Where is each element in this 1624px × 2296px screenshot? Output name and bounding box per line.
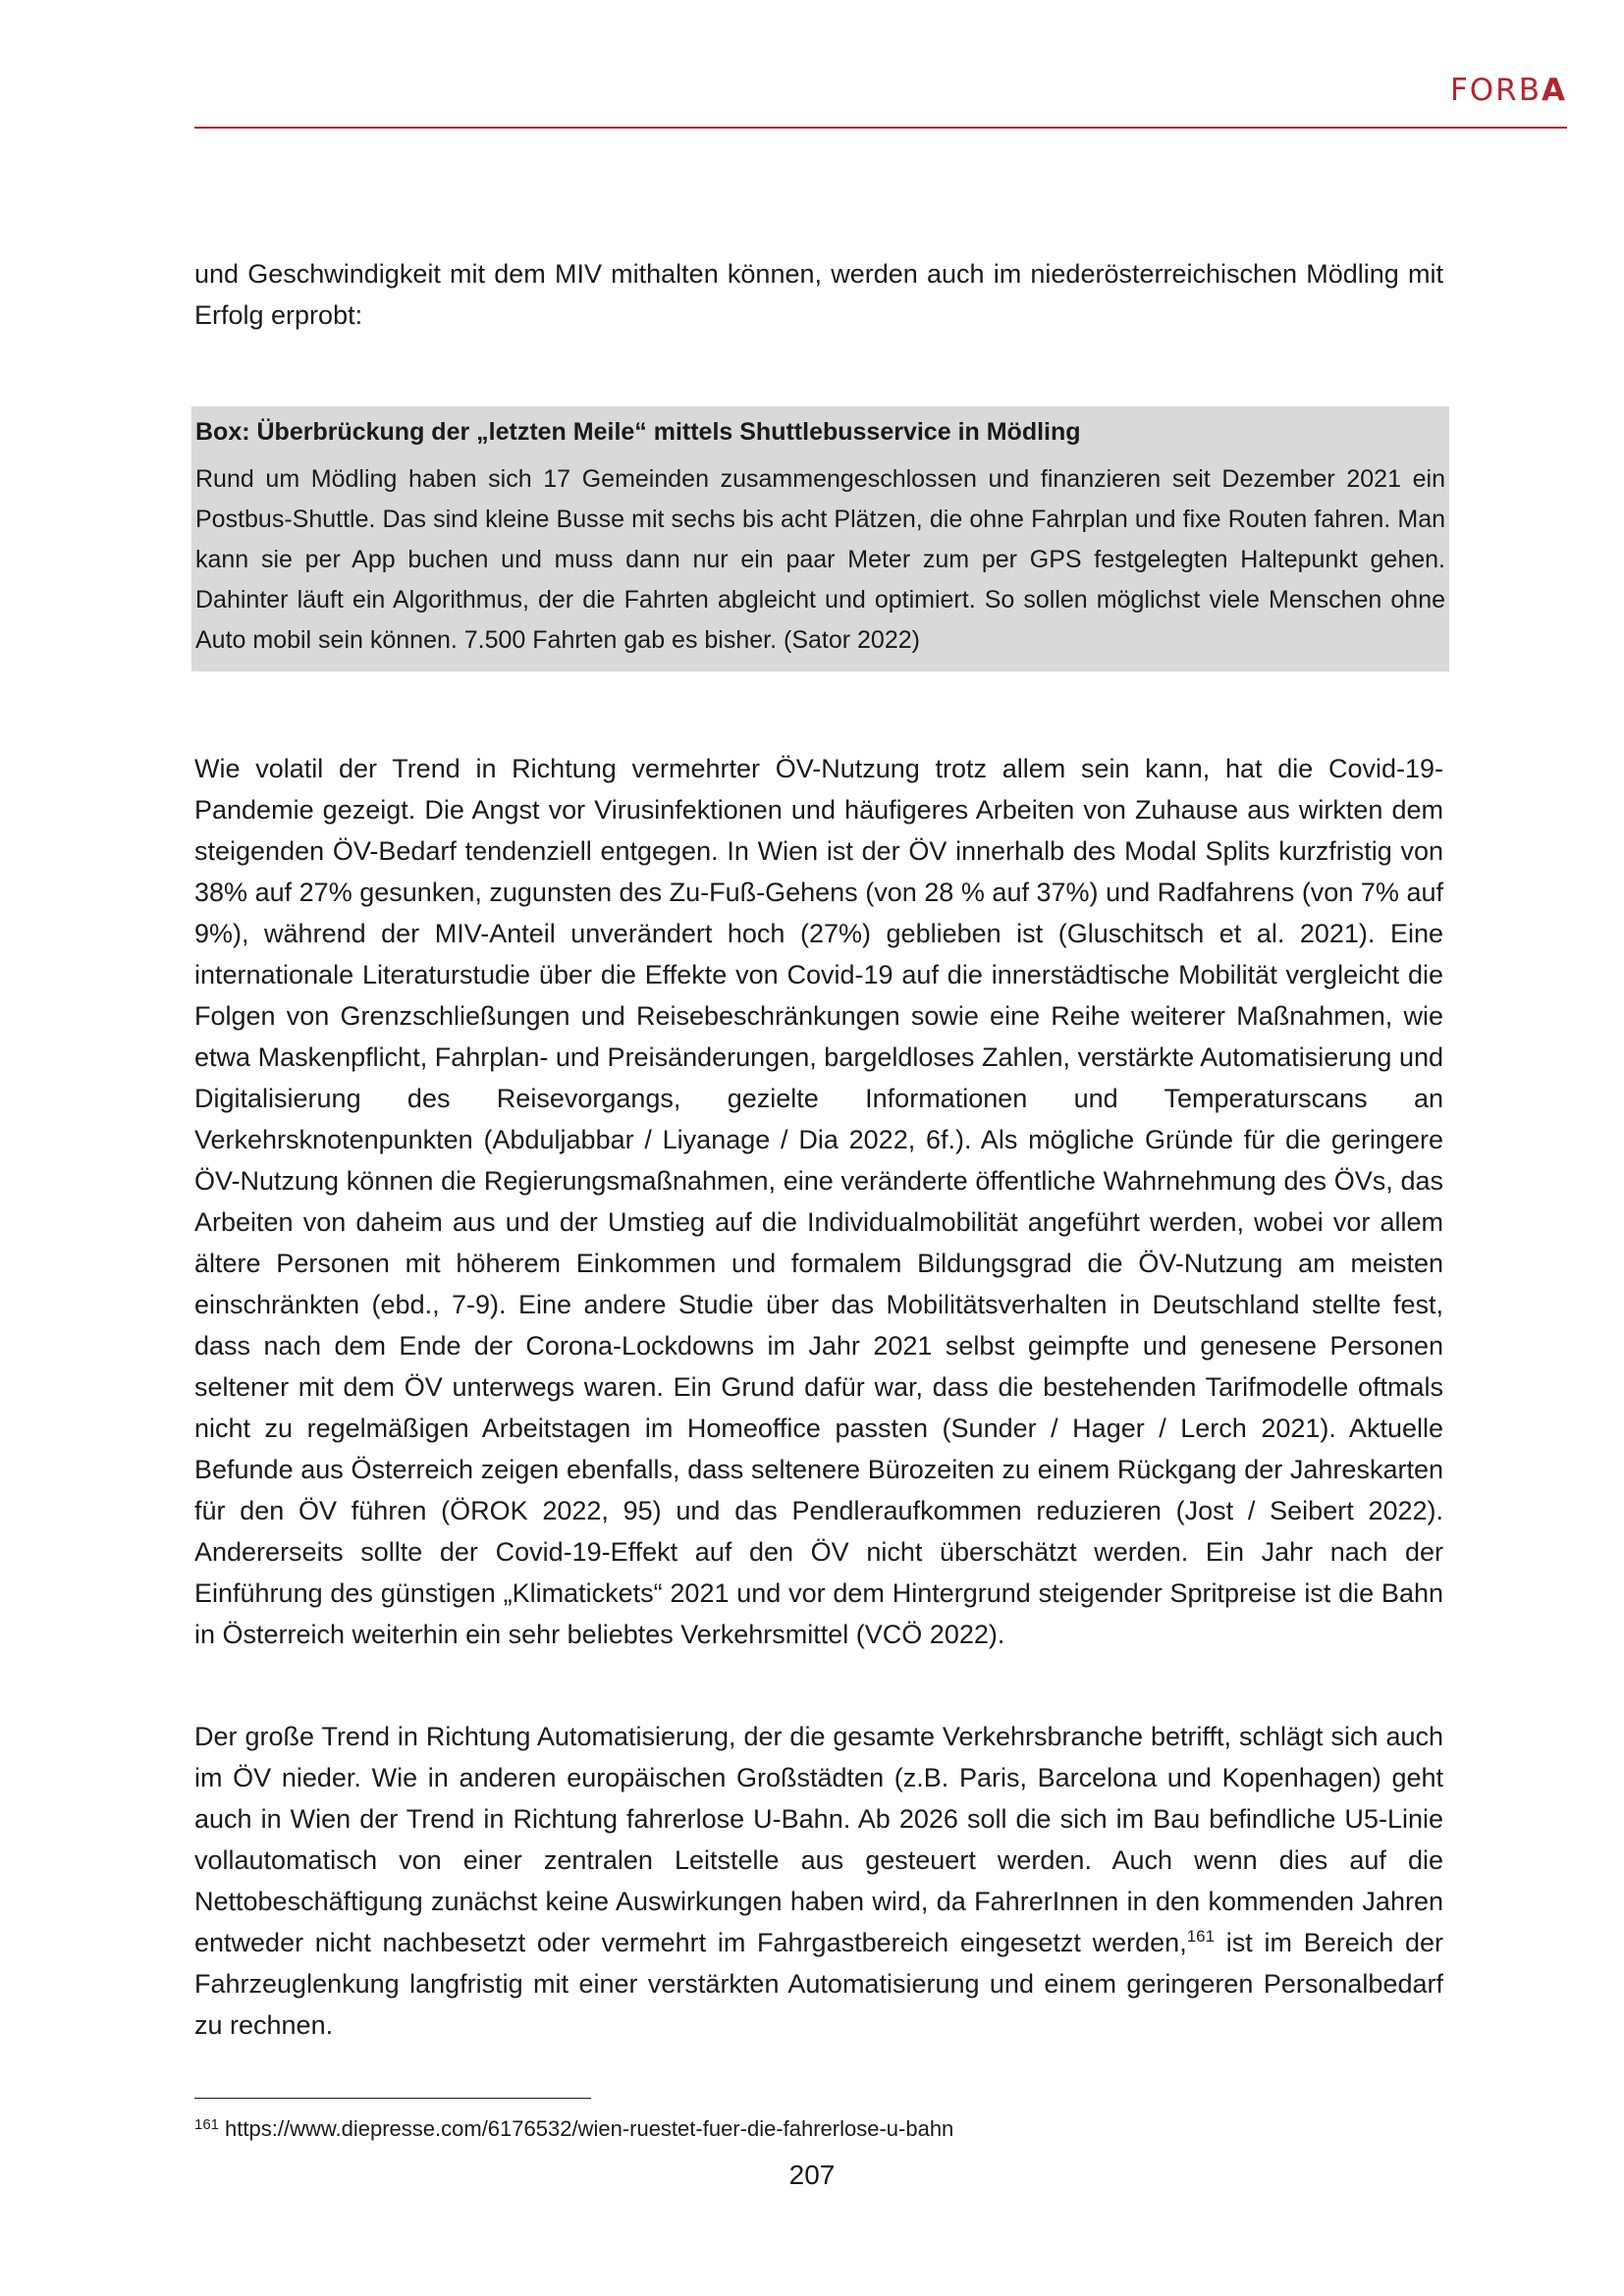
- box-body: Rund um Mödling haben sich 17 Gemeinden zusammengeschlossen und finanzieren seit Dezember 2021 ein Postbus-Shuttle. Das sind kleine Busse mit sechs bis acht Plätzen, die ohne Fahrplan und fixe Routen fahren. Man kann sie per App buchen und muss dann nur ein paar Meter zum per GPS festgelegten Haltepunkt gehen. Dahinter läuft ein Algorithmus, der die Fahrten abgleicht und optimiert. So sollen möglichst viele Menschen ohne Auto mobil sein können. 7.500 Fahrten gab es bisher. (Sator 2022): [195, 465, 1445, 654]
- page-number: 207: [788, 2160, 836, 2190]
- body-section-covid: [194, 748, 1443, 1655]
- paragraph-covid: Wie volatil der Trend in Richtung vermehrter ÖV-Nutzung trotz allem sein kann, hat die Covid-19-Pandemie gezeigt. Die Angst vor Virusinfektionen und häufigeres Arbeiten von Zuhause aus wirkten dem steigenden ÖV-Bedarf tendenziell entgegen. In Wien ist der ÖV innerhalb des Modal Splits kurzfristig von 38% auf 27% gesunken, zugunsten des Zu-Fuß-Gehens (von 28 % auf 37%) und Radfahrens (von 7% auf 9%), während der MIV-Anteil unverändert hoch (27%) geblieben ist (Gluschitsch et al. 2021). Eine internationale Literaturstudie über die Effekte von Covid-19 auf die innerstädtische Mobilität vergleicht die Folgen von Grenzschließungen und Reisebeschränkungen sowie eine Reihe weiterer Maßnahmen, wie etwa Maskenpflicht, Fahrplan- und Preisänderungen, bargeldloses Zahlen, verstärkte Automatisierung und Digitalisierung des Reisevorgangs, gezielte Informationen und Temperaturscans an Verkehrsknotenpunkten (Abduljabbar / Liyanage / Dia 2022, 6f.). Als mögliche Gründe für die geringere ÖV-Nutzung können die Regierungsmaßnahmen, eine veränderte öffentliche Wahrnehmung des ÖVs, das Arbeiten von daheim aus und der Umstieg auf die Individualmobilität angeführt werden, wobei vor allem ältere Personen mit höherem Einkommen und formalem Bildungsgrad die ÖV-Nutzung am meisten einschränkten (ebd., 7-9). Eine andere Studie über das Mobilitätsverhalten in Deutschland stellte fest, dass nach dem Ende der Corona-Lockdowns im Jahr 2021 selbst geimpfte und genesene Personen seltener mit dem ÖV unterwegs waren. Ein Grund dafür war, dass die bestehenden Tarifmodelle oftmals nicht zu regelmäßigen Arbeitstagen im Homeoffice passten (Sunder / Hager / Lerch 2021). Aktuelle Befunde aus Österreich zeigen ebenfalls, dass seltenere Bürozeiten zu einem Rückgang der Jahreskarten für den ÖV führen (ÖROK 2022, 95) und das Pendleraufkommen reduzieren (Jost / Seibert 2022). Andererseits sollte der Covid-19-Effekt auf den ÖV nicht überschätzt werden. Ein Jahr nach der Einführung des günstigen „Klimatickets“ 2021 und vor dem Hintergrund steigender Spritpreise ist die Bahn in Österreich weiterhin ein sehr beliebtes Verkehrsmittel (VCÖ 2022).: [194, 754, 1443, 1649]
- header-divider: [194, 127, 1567, 129]
- footnote-divider: [194, 2098, 591, 2099]
- footnote-number: 161: [194, 2116, 220, 2133]
- paragraph-automation: [194, 1716, 1443, 2046]
- logo-accent: A: [1542, 73, 1567, 108]
- forba-logo: [1450, 73, 1567, 108]
- paragraph-automation-part2: ist im Bereich der Fahrzeuglenkung langfristig mit einer verstärkten Automatisierung und einem geringeren Personalbedarf zu rechnen.: [194, 1928, 1443, 2040]
- footnote-reference[interactable]: 161: [1186, 1927, 1216, 1946]
- paragraph-automation-part1: Der große Trend in Richtung Automatisierung, der die gesamte Verkehrsbranche betrifft, schlägt sich auch im ÖV nieder. Wie in anderen europäischen Großstädten (z.B. Paris, Barcelona und Kopenhagen) geht auch in Wien der Trend in Richtung fahrerlose U-Bahn. Ab 2026 soll die sich im Bau befindliche U5-Linie vollautomatisch von einer zentralen Leitstelle aus gesteuert werden. Auch wenn dies auf die Nettobeschäftigung zunächst keine Auswirkungen haben wird, da FahrerInnen in den kommenden Jahren entweder nicht nachbesetzt oder vermehrt im Fahrgastbereich eingesetzt werden,: [194, 1722, 1443, 1957]
- footnote: [194, 2110, 953, 2144]
- body-section-automation: [194, 1716, 1443, 2046]
- box-title: Box: Überbrückung der „letzten Meile“ mittels Shuttlebusservice in Mödling: [195, 418, 1081, 446]
- logo-prefix: FORB: [1449, 73, 1542, 108]
- footnote-link[interactable]: https://www.diepresse.com/6176532/wien-ruestet-fuer-die-fahrerlose-u-bahn: [225, 2116, 954, 2141]
- info-box: [191, 406, 1449, 671]
- intro-section: [194, 253, 1443, 336]
- intro-paragraph: und Geschwindigkeit mit dem MIV mithalten können, werden auch im niederösterreichischen Mödling mit Erfolg erprobt:: [194, 259, 1443, 330]
